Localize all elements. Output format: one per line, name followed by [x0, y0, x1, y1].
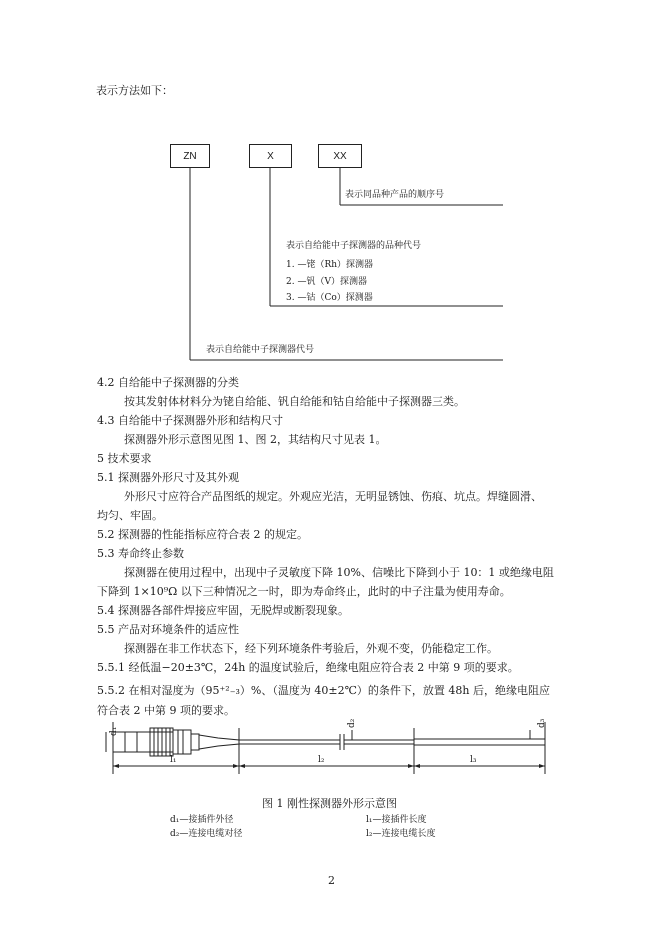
- code-box-x: X: [249, 144, 292, 168]
- variety-item-3: 3. —钴（Co）探测器: [286, 293, 373, 303]
- code-box-xx: XX: [318, 144, 362, 168]
- paragraph-5-3-line2: 下降到 1×10⁹Ω 以下三种情况之一时，即为寿命终止，此时的中子注量为使用寿命。: [97, 585, 511, 598]
- dim-l3: l₃: [470, 755, 477, 765]
- heading-5-1: 5.1 探测器外形尺寸及其外观: [97, 471, 239, 484]
- code-label: 表示自给能中子探测器代号: [206, 345, 315, 355]
- variety-label: 表示自给能中子探测器的品种代号: [286, 241, 422, 251]
- variety-item-2: 2. —钒（V）探测器: [286, 277, 367, 287]
- legend-d2: d₂—连接电缆对径: [170, 829, 243, 839]
- heading-5-4: 5.4 探测器各部件焊接应牢固，无脱焊或断裂现象。: [97, 604, 349, 617]
- paragraph-5-1-line1: 外形尺寸应符合产品图纸的规定。外观应光洁，无明显锈蚀、伤痕、坑点。焊缝圆滑、: [124, 490, 542, 503]
- paragraph-5-5: 探测器在非工作状态下，经下列环境条件考验后，外观不变，仍能稳定工作。: [124, 642, 498, 655]
- heading-5-2: 5.2 探测器的性能指标应符合表 2 的规定。: [97, 528, 308, 541]
- legend-d1: d₁—接插件外径: [170, 815, 234, 825]
- heading-4-3: 4.3 自给能中子探测器外形和结构尺寸: [97, 414, 283, 427]
- paragraph-4-2: 按其发射体材料分为铑自给能、钒自给能和钴自给能中子探测器三类。: [124, 395, 465, 408]
- dim-l1: l₁: [170, 755, 177, 765]
- heading-5: 5 技术要求: [97, 452, 152, 465]
- paragraph-5-1-line2: 均匀、牢固。: [97, 509, 163, 522]
- paragraph-5-5-2-line2: 符合表 2 中第 9 项的要求。: [97, 704, 235, 717]
- dim-d3: d₃: [537, 718, 547, 728]
- variety-item-1: 1. —铑（Rh）探测器: [286, 260, 374, 270]
- dim-d1: d₁: [109, 726, 119, 736]
- heading-5-3: 5.3 寿命终止参数: [97, 547, 184, 560]
- code-box-zn: ZN: [170, 144, 210, 168]
- heading-5-5-1: 5.5.1 经低温−20±3℃，24h 的温度试验后，绝缘电阻应符合表 2 中第 9 项的要求。: [97, 661, 519, 674]
- legend-l1: l₁—接插件长度: [366, 815, 427, 825]
- figure-caption: 图 1 刚性探测器外形示意图: [262, 797, 397, 810]
- paragraph-4-3: 探测器外形示意图见图 1、图 2，其结构尺寸见表 1。: [124, 433, 387, 446]
- seq-label: 表示同品种产品的顺序号: [345, 190, 445, 200]
- page-number: 2: [328, 874, 335, 887]
- heading-4-2: 4.2 自给能中子探测器的分类: [97, 376, 239, 389]
- dim-d2: d₂: [347, 718, 357, 728]
- dim-l2: l₂: [318, 755, 325, 765]
- heading-5-5: 5.5 产品对环境条件的适应性: [97, 623, 239, 636]
- intro-text: 表示方法如下：: [96, 84, 173, 97]
- legend-l2: l₂—连接电缆长度: [366, 829, 436, 839]
- heading-5-5-2: 5.5.2 在相对湿度为（95⁺²₋₃）%、（温度为 40±2℃）的条件下，放置 48h 后，绝缘电阻应: [97, 684, 550, 697]
- paragraph-5-3-line1: 探测器在使用过程中，出现中子灵敏度下降 10%、信噪比下降到小于 10：1 或绝缘电阻: [124, 566, 554, 579]
